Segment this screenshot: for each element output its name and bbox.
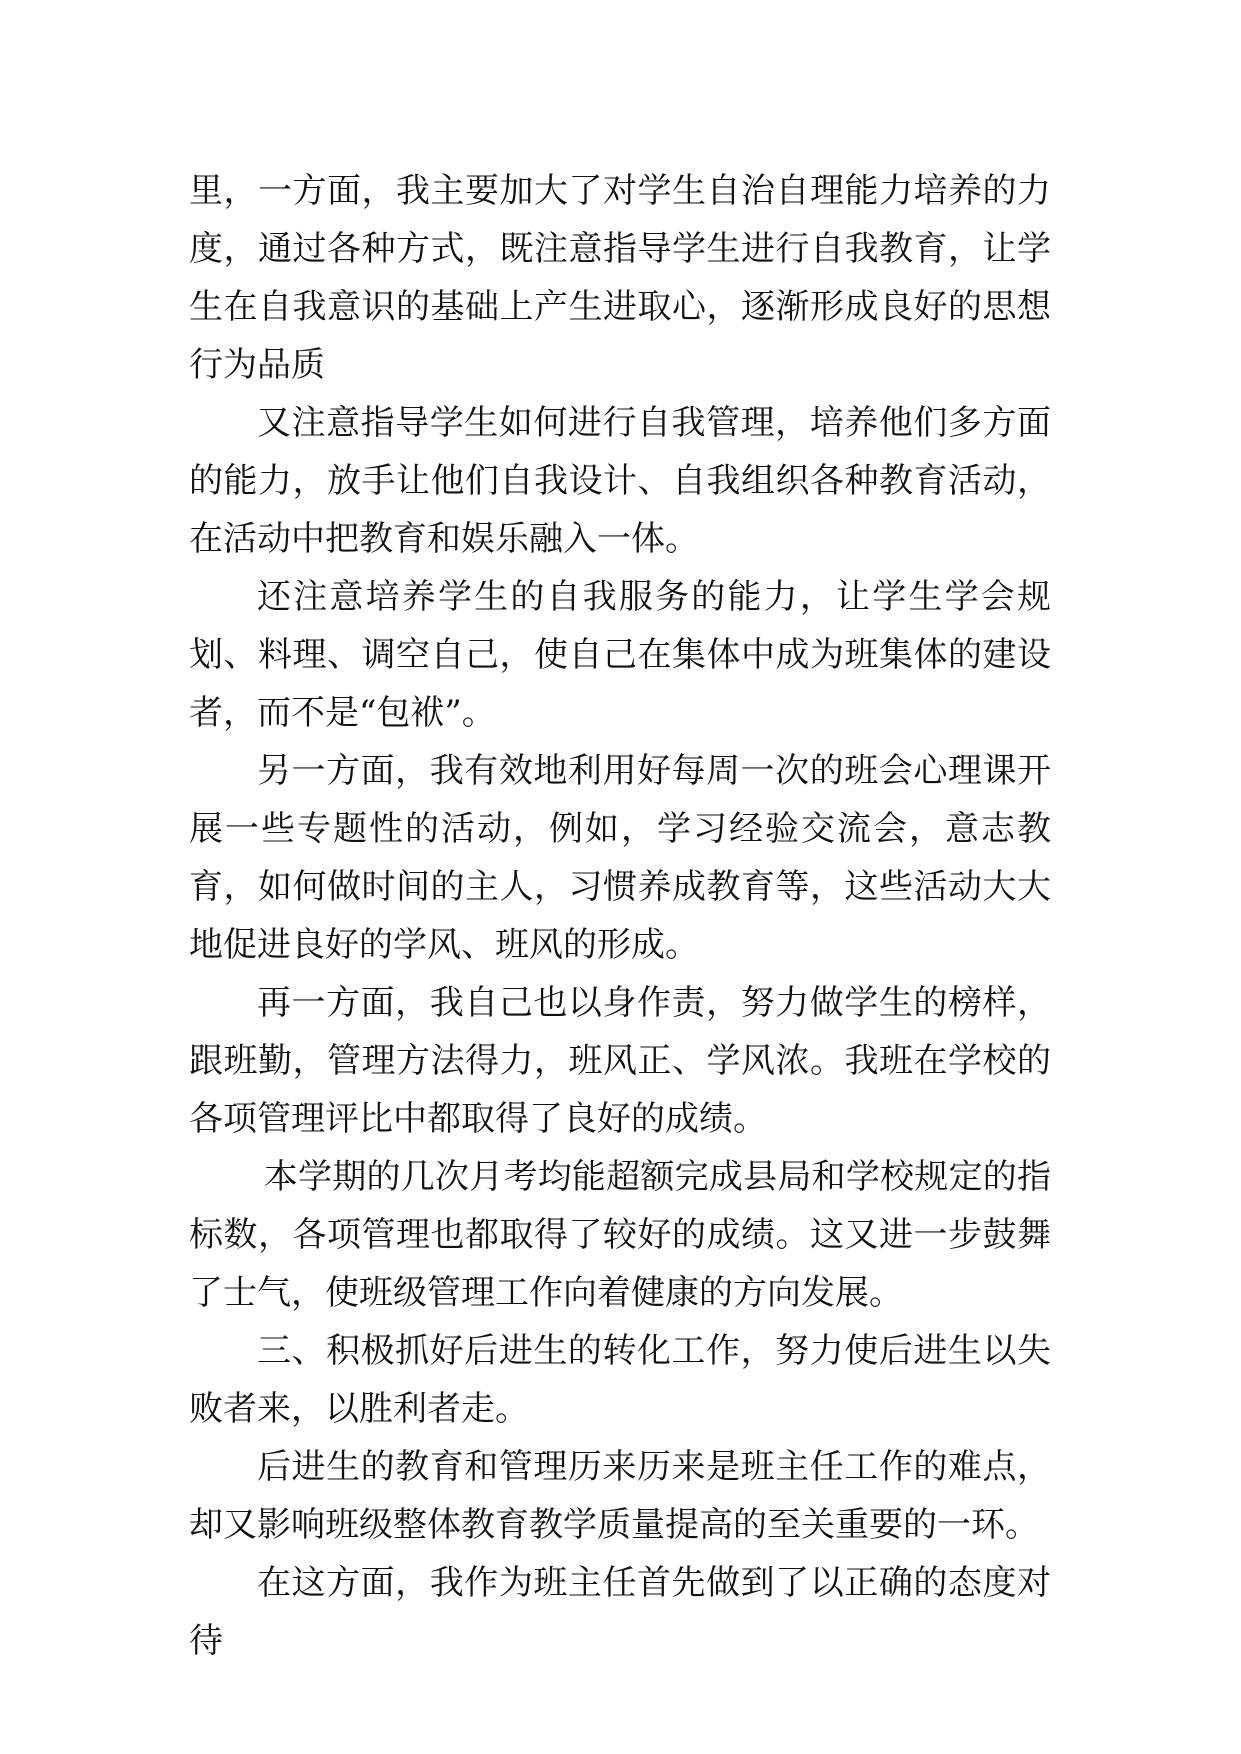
paragraph-monthly-exams: 本学期的几次月考均能超额完成县局和学校规定的指标数，各项管理也都取得了较好的成绩。这又进一步鼓舞了士气，使班级管理工作向着健康的方向发展。 — [189, 1157, 1051, 1313]
paragraph-class-meeting: 另一方面，我有效地利用好每周一次的班会心理课开展一些专题性的活动，例如，学习经验交流会，意志教育，如何做时间的主人，习惯养成教育等，这些活动大大地促进良好的学风、班风的形成。 — [189, 751, 1051, 965]
paragraph-underachievers: 后进生的教育和管理历来历来是班主任工作的难点，却又影响班级整体教育教学质量提高的至关重要的一环。 — [189, 1447, 1051, 1545]
paragraph-self-management: 又注意指导学生如何进行自我管理，培养他们多方面的能力，放手让他们自我设计、自我组织各种教育活动，在活动中把教育和娱乐融入一体。 — [189, 403, 1051, 559]
paragraph-role-model: 再一方面，我自己也以身作责，努力做学生的榜样，跟班勤，管理方法得力，班风正、学风浓。我班在学校的各项管理评比中都取得了良好的成绩。 — [189, 983, 1051, 1139]
paragraph-continuation: 里，一方面，我主要加大了对学生自治自理能力培养的力度，通过各种方式，既注意指导学生进行自我教育，让学生在自我意识的基础上产生进取心，逐渐形成良好的思想行为品质 — [189, 171, 1051, 385]
paragraph-attitude: 在这方面，我作为班主任首先做到了以正确的态度对待 — [189, 1563, 1051, 1661]
section-heading-three: 三、积极抓好后进生的转化工作，努力使后进生以失败者来，以胜利者走。 — [189, 1331, 1051, 1429]
paragraph-self-service: 还注意培养学生的自我服务的能力，让学生学会规划、料理、调空自己，使自己在集体中成为班集体的建设者，而不是“包袱”。 — [189, 577, 1051, 733]
body-text — [189, 162, 1051, 1670]
